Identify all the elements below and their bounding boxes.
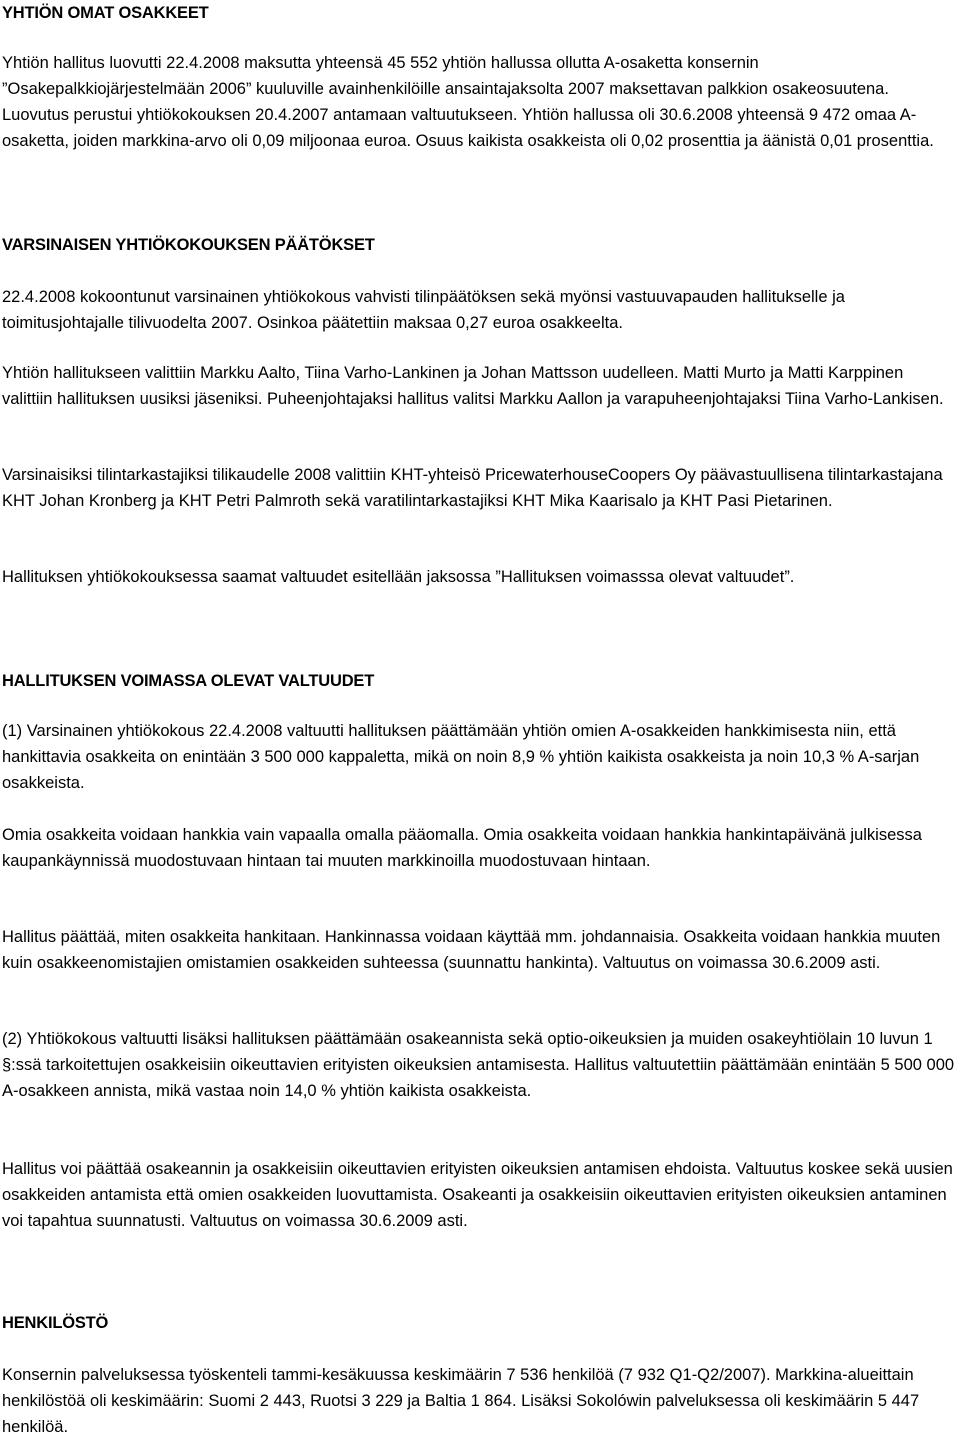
paragraph-agm-decisions-3: Varsinaisiksi tilintarkastajiksi tilikaudelle 2008 valittiin KHT-yhteisö PricewaterhouseCoopers Oy päävastuullisena tilintarkastajana KHT Johan Kronberg ja KHT Petri Palmroth sekä varatilintarkastajiksi KHT Mika Kaarisalo ja KHT Pasi Pietarinen. <box>2 466 943 510</box>
paragraph-authorizations-3: Hallitus päättää, miten osakkeita hankitaan. Hankinnassa voidaan käyttää mm. johdannaisia. Osakkeita voidaan hankkia muuten kuin osakkeenomistajien omistamien osakkeiden suhteessa (suunnattu hankinta). Valtuutus on voimassa 30.6.2009 asti. <box>2 928 941 972</box>
paragraph-authorizations-1: (1) Varsinainen yhtiökokous 22.4.2008 valtuutti hallituksen päättämään yhtiön omien A-osakkeiden hankkimisesta niin, että hankittavia osakkeita on enintään 3 500 000 kappaletta, mikä on noin 8,9 % yhtiön kaikista osakkeista ja noin 10,3 % A-sarjan osakkeista. <box>2 722 920 792</box>
paragraph-personnel: Konsernin palveluksessa työskenteli tammi-kesäkuussa keskimäärin 7 536 henkilöä (7 932 Q1-Q2/2007). Markkina-alueittain henkilöstöä oli keskimäärin: Suomi 2 443, Ruotsi 3 229 ja Baltia 1 864. Lisäksi Sokolówin palveluksessa oli keskimäärin 5 447 henkilöä. <box>2 1366 920 1436</box>
section-heading-own-shares: YHTIÖN OMAT OSAKKEET <box>2 4 209 22</box>
paragraph-agm-decisions-2: Yhtiön hallitukseen valittiin Markku Aalto, Tiina Varho-Lankinen ja Johan Mattsson uudelleen. Matti Murto ja Matti Karppinen valittiin hallituksen uusiksi jäseniksi. Puheenjohtajaksi hallitus valitsi Markku Aallon ja varapuheenjohtajaksi Tiina Varho-Lankisen. <box>2 364 944 408</box>
section-heading-agm-decisions: VARSINAISEN YHTIÖKOKOUKSEN PÄÄTÖKSET <box>2 236 375 254</box>
section-heading-personnel: HENKILÖSTÖ <box>2 1314 109 1332</box>
paragraph-agm-decisions-4: Hallituksen yhtiökokouksessa saamat valtuudet esitellään jaksossa ”Hallituksen voimasssa olevat valtuudet”. <box>2 568 795 586</box>
paragraph-authorizations-4: (2) Yhtiökokous valtuutti lisäksi hallituksen päättämään osakeannista sekä optio-oikeuksien ja muiden osakeyhtiölain 10 luvun 1 §:ssä tarkoitettujen osakkeisiin oikeuttavien erityisten oikeuksien antamisesta. Hallitus valtuutettiin päättämään enintään 5 500 000 A-osakkeen annista, mikä vastaa noin 14,0 % yhtiön kaikista osakkeista. <box>2 1030 955 1100</box>
paragraph-authorizations-5: Hallitus voi päättää osakeannin ja osakkeisiin oikeuttavien erityisten oikeuksien antamisen ehdoista. Valtuutus koskee sekä uusien osakkeiden antamista että omien osakkeiden luovuttamista. Osakeanti ja osakkeisiin oikeuttavien erityisten oikeuksien antaminen voi tapahtua suunnatusti. Valtuutus on voimassa 30.6.2009 asti. <box>2 1160 953 1230</box>
paragraph-own-shares: Yhtiön hallitus luovutti 22.4.2008 maksutta yhteensä 45 552 yhtiön hallussa ollutta A-osaketta konsernin ”Osakepalkkiojärjestelmään 2006” kuuluville avainhenkilöille ansaintajaksolta 2007 maksettavan palkkion osakeosuutena. Luovutus perustui yhtiökokouksen 20.4.2007 antamaan valtuutukseen. Yhtiön hallussa oli 30.6.2008 yhteensä 9 472 omaa A-osaketta, joiden markkina-arvo oli 0,09 miljoonaa euroa. Osuus kaikista osakkeista oli 0,02 prosenttia ja äänistä 0,01 prosenttia. <box>2 54 934 150</box>
section-heading-board-authorizations: HALLITUKSEN VOIMASSA OLEVAT VALTUUDET <box>2 672 375 690</box>
paragraph-authorizations-2: Omia osakkeita voidaan hankkia vain vapaalla omalla pääomalla. Omia osakkeita voidaan hankkia hankintapäivänä julkisessa kaupankäynnissä muodostuvaan hintaan tai muuten markkinoilla muodostuvaan hintaan. <box>2 826 922 870</box>
paragraph-agm-decisions-1: 22.4.2008 kokoontunut varsinainen yhtiökokous vahvisti tilinpäätöksen sekä myönsi vastuuvapauden hallitukselle ja toimitusjohtajalle tilivuodelta 2007. Osinkoa päätettiin maksaa 0,27 euroa osakkeelta. <box>2 288 845 332</box>
